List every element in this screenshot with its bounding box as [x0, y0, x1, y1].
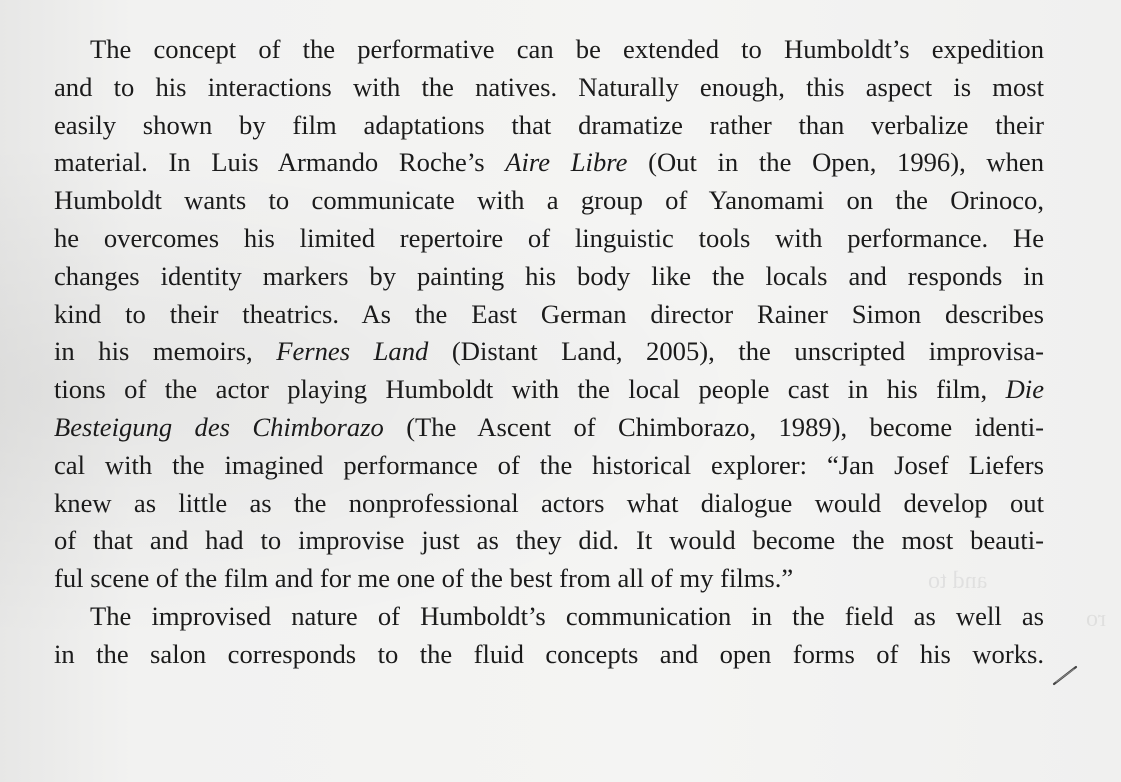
- text-line: in the salon corresponds to the fluid concepts and open forms of his works.: [54, 638, 1044, 669]
- film-title-aire-libre: Aire Libre: [505, 147, 628, 178]
- film-title-part: Besteigung des Chimborazo: [54, 411, 384, 442]
- text-run: in his memoirs,: [54, 336, 277, 367]
- text-line: The concept of the performative can be extended to Humboldt’s expedition: [90, 34, 1044, 64]
- bleed-through-text-a: and to: [928, 568, 988, 594]
- text-line: he overcomes his limited repertoire of linguistic tools with performance. He: [54, 222, 1044, 253]
- paragraph-2: [54, 598, 1044, 674]
- text-line: [54, 333, 1044, 371]
- paragraph-1: [54, 31, 1044, 598]
- text-line: knew as little as the nonprofessional actors what dialogue would develop out: [54, 487, 1044, 518]
- text-run: (Distant Land, 2005), the unscripted improvisa-: [428, 336, 1044, 367]
- text-run: material. In Luis Armando Roche’s: [54, 147, 506, 178]
- text-line: [54, 144, 1044, 182]
- text-run: (Out in the Open, 1996), when: [627, 147, 1045, 178]
- text-line: cal with the imagined performance of the historical explorer: “Jan Josef Liefers: [54, 449, 1044, 480]
- text-line: and to his interactions with the natives. Naturally enough, this aspect is most: [54, 71, 1044, 102]
- text-line: easily shown by film adaptations that dramatize rather than verbalize their: [54, 109, 1044, 140]
- bleed-through-text-b: ro: [1086, 606, 1106, 632]
- text-line: [54, 371, 1044, 409]
- film-title-part: Die: [1005, 374, 1044, 405]
- text-run: (The Ascent of Chimborazo, 1989), become identi-: [383, 411, 1044, 442]
- text-line: Humboldt wants to communicate with a group of Yanomami on the Orinoco,: [54, 185, 1044, 216]
- book-title-fernes-land: Fernes Land: [276, 336, 429, 367]
- text-line: The improvised nature of Humboldt’s communication in the field as well as: [90, 600, 1044, 631]
- page-body: [54, 31, 1044, 674]
- text-line: ful scene of the film and for me one of the best from all of my films.”: [54, 563, 794, 594]
- text-line: [54, 409, 1044, 447]
- text-line: of that and had to improvise just as they did. It would become the most beauti-: [54, 525, 1044, 556]
- text-line: changes identity markers by painting his body like the locals and responds in: [54, 260, 1044, 291]
- text-run: tions of the actor playing Humboldt with the local people cast in his film,: [54, 374, 1006, 405]
- pencil-mark-icon: [1052, 664, 1080, 686]
- text-line: kind to their theatrics. As the East German director Rainer Simon describes: [54, 298, 1044, 329]
